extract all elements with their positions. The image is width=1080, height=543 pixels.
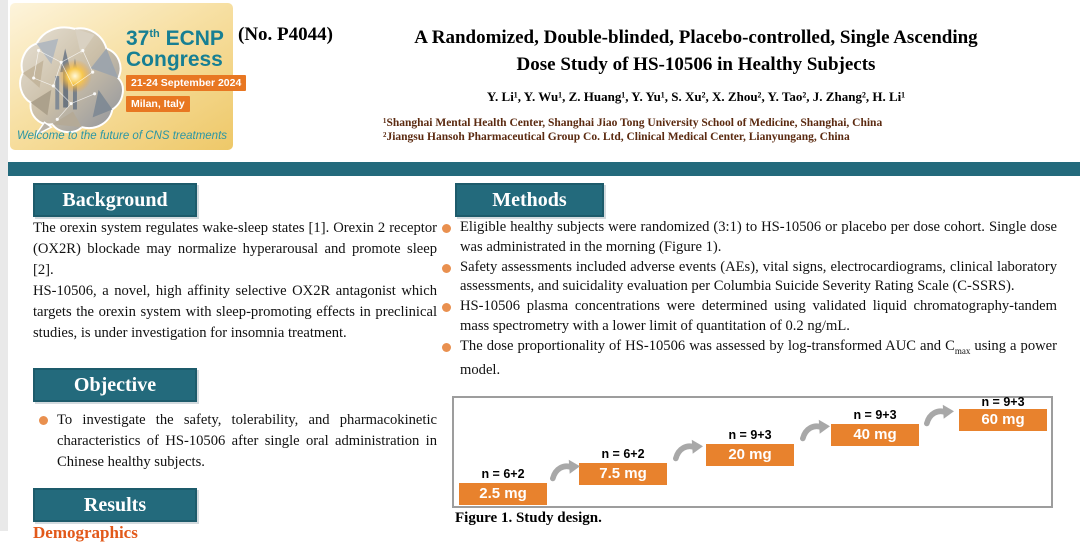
objective-bullet <box>57 410 437 473</box>
background-paragraph-1: The orexin system regulates wake-sleep states [1]. Orexin 2 receptor (OX2R) blockade may normalize hyperarousal and promote sleep [2]. <box>33 220 437 278</box>
background-section-header: Background <box>33 183 197 217</box>
background-paragraph-2: HS-10506, a novel, high affinity selective OX2R antagonist which targets the orexin system with sleep-promoting effects in preclinical studies, is under investigation for insomnia treatment. <box>33 283 437 341</box>
dose-escalation-arrow-icon <box>550 458 580 482</box>
cohort-2-dose-box: 7.5 mg <box>579 463 667 485</box>
cohort-3-n-label: n = 9+3 <box>728 428 772 442</box>
poster-title-line2: Dose Study of HS-10506 in Healthy Subjects <box>516 54 876 75</box>
cohort-1-n-label: n = 6+2 <box>481 467 525 481</box>
congress-tagline: Welcome to the future of CNS treatments <box>16 130 228 142</box>
bullet-icon <box>442 264 451 273</box>
methods-section-header: Methods <box>455 183 604 217</box>
congress-title <box>126 24 246 112</box>
affiliation-2: ²Jiangsu Hansoh Pharmaceutical Group Co. Ltd, Clinical Medical Center, Lianyungang, China <box>383 130 850 143</box>
cohort-1-dose-box: 2.5 mg <box>459 483 547 505</box>
methods-bullet-3-text: HS-10506 plasma concentrations were determined using validated liquid chromatography-tandem mass spectrometry with a lower limit of quantitation of 0.2 ng/mL. <box>460 298 1057 334</box>
bullet-icon <box>442 343 451 352</box>
methods-list <box>460 218 1057 381</box>
poster-title-line1: A Randomized, Double-blinded, Placebo-controlled, Single Ascending <box>414 27 978 48</box>
bullet-icon <box>442 303 451 312</box>
methods-bullet-4-pre: The dose proportionality of HS-10506 was assessed by log-transformed AUC and C <box>460 337 955 354</box>
methods-bullet-3 <box>460 297 1057 337</box>
methods-bullet-4-sub: max <box>954 345 971 356</box>
dose-escalation-arrow-icon <box>673 438 703 462</box>
methods-bullet-2-text: Safety assessments included adverse events (AEs), vital signs, electrocardiograms, clinical laboratory assessments, and suicidality evaluation per Columbia Suicide Severity Rating Scale (C-SSRS). <box>460 258 1057 295</box>
methods-bullet-4 <box>460 337 1057 382</box>
ecnp-congress-logo-card <box>10 3 242 150</box>
bullet-icon <box>39 416 48 425</box>
affiliation-1: ¹Shanghai Mental Health Center, Shanghai Jiao Tong University School of Medicine, Shanghai, China <box>383 117 883 129</box>
results-subheading-demographics: Demographics <box>33 523 138 542</box>
methods-bullet-2 <box>460 258 1057 298</box>
figure-1-study-design <box>452 396 1053 508</box>
objective-section-header: Objective <box>33 368 197 402</box>
objective-bullet-text: To investigate the safety, tolerability, and pharmacokinetic characteristics of HS-10506 after single oral administration in Chinese healthy subjects. <box>57 412 437 470</box>
cohort-4-n-label: n = 9+3 <box>853 408 897 422</box>
cohort-2-n-label: n = 6+2 <box>601 447 645 461</box>
methods-bullet-4-post: using a power model. <box>460 337 1057 379</box>
header-divider-bar <box>8 162 1080 176</box>
poster-number: (No. P4044) <box>238 24 333 45</box>
ecnp-brain-logo-icon <box>14 21 132 139</box>
poster-title <box>345 24 1047 78</box>
congress-line-1: 37th ECNP <box>126 27 224 50</box>
congress-date-badge: 21-24 September 2024 <box>126 75 246 91</box>
cohort-5-n-label: n = 9+3 <box>981 395 1025 409</box>
cohort-4-dose-box: 40 mg <box>831 424 919 446</box>
congress-location-badge: Milan, Italy <box>126 96 190 112</box>
congress-line-2: Congress <box>126 48 223 71</box>
background-text <box>33 218 437 344</box>
results-section-header: Results <box>33 488 197 522</box>
cohort-5-dose-box: 60 mg <box>959 409 1047 431</box>
authors-line: Y. Li¹, Y. Wu¹, Z. Huang¹, Y. Yu¹, S. Xu², X. Zhou², Y. Tao², J. Zhang², H. Li¹ <box>486 89 906 104</box>
methods-bullet-1 <box>460 218 1057 258</box>
bullet-icon <box>442 224 451 233</box>
affiliations <box>383 117 882 144</box>
cohort-3-dose-box: 20 mg <box>706 444 794 466</box>
dose-escalation-arrow-icon <box>800 418 830 442</box>
figure-1-caption: Figure 1. Study design. <box>455 510 602 526</box>
window-left-margin <box>0 0 8 531</box>
methods-bullet-1-text: Eligible healthy subjects were randomized (3:1) to HS-10506 or placebo per dose cohort. Single dose was administrated in the morning (Figure 1). <box>460 219 1057 255</box>
dose-escalation-arrow-icon <box>924 403 954 427</box>
